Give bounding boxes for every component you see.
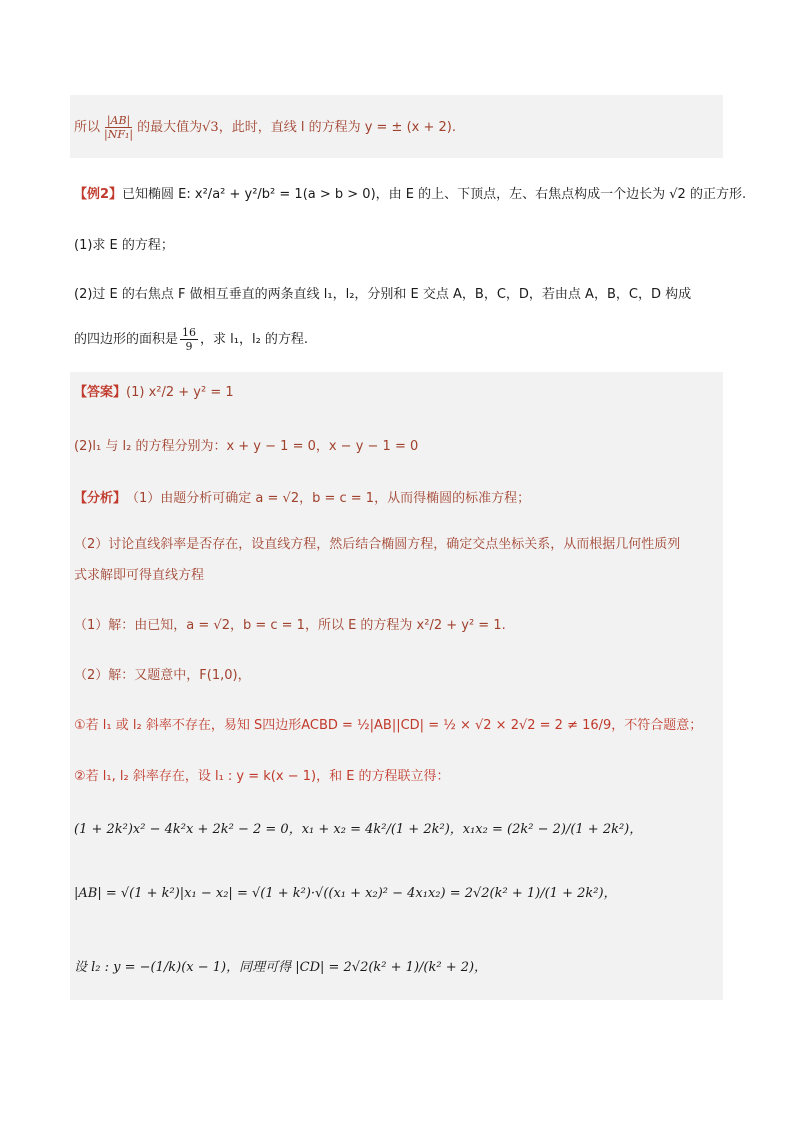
area-fraction <box>180 326 198 353</box>
solution-2-line <box>74 666 719 686</box>
equation-line-1 <box>74 820 719 840</box>
chord-ab-equation: |AB| = √(1 + k²)|x₁ − x₂| = √(1 + k²)·√((x₁ + x₂)² − 4x₁x₂) = 2√2(k² + 1)/(1 + 2k²)， <box>74 886 617 901</box>
analysis-line-2 <box>74 535 719 555</box>
analysis-3-text: 式求解即可得直线方程 <box>74 568 205 583</box>
case-2-marker: ② <box>74 769 86 784</box>
question-2-part-b <box>74 326 719 353</box>
ratio-numerator: |AB| <box>106 114 131 127</box>
area-denominator: 9 <box>185 340 193 353</box>
equation-line-2 <box>74 884 719 904</box>
conclusion-prefix: 所以 <box>74 119 101 135</box>
example-tag: 【例2】 <box>74 187 123 202</box>
conclusion-mid: 的最大值为 <box>137 119 203 135</box>
max-value: √3 <box>202 119 219 135</box>
solution-1-line <box>74 616 719 636</box>
solution-1-lead: （1）解： <box>74 618 135 633</box>
solution-2-lead: （2）解： <box>74 668 135 683</box>
vieta-equation: (1 + 2k²)x² − 4k²x + 2k² − 2 = 0，x₁ + x₂ = 4k²/(1 + 2k²)，x₁x₂ = (2k² − 2)/(1 + 2k²)， <box>74 822 643 837</box>
question-2-text-b: ，求 l₁，l₂ 的方程. <box>200 331 309 347</box>
ratio-denominator: |NF₁| <box>104 128 134 141</box>
answer-line-2 <box>74 437 719 457</box>
answer-2-text: (2)l₁ 与 l₂ 的方程分别为：x + y − 1 = 0，x − y − 1 = 0 <box>74 439 419 454</box>
case-2-text: 若 l₁, l₂ 斜率存在，设 l₁ : y = k(x − 1)，和 E 的方程联立得： <box>85 769 450 784</box>
analysis-1-text: （1）由题分析可确定 a = √2，b = c = 1，从而得椭圆的标准方程； <box>126 491 531 506</box>
answer-tag: 【答案】 <box>74 385 127 400</box>
area-numerator: 16 <box>182 326 197 339</box>
chord-cd-equation: 设 l₂ : y = −(1/k)(x − 1)，同理可得 |CD| = 2√2(k² + 1)/(k² + 2)， <box>74 960 488 975</box>
question-2-text-a: 的四边形的面积是 <box>74 331 179 347</box>
equation-line-3 <box>74 958 719 978</box>
question-2-part-a <box>74 285 719 305</box>
case-1-marker: ① <box>74 718 86 733</box>
solution-2-text: 又题意中，F(1,0)， <box>134 668 251 683</box>
previous-conclusion-line <box>74 114 719 141</box>
question-2-text: (2)过 E 的右焦点 F 做相互垂直的两条直线 l₁，l₂，分别和 E 交点 A，B，C，D，若由点 A，B，C，D 构成 <box>74 287 692 302</box>
example-text: 已知椭圆 E: x²/a² + y²/b² = 1(a > b > 0)，由 E 的上、下顶点，左、右焦点构成一个边长为 √2 的正方形. <box>122 187 747 202</box>
answer-1-text: (1) x²/2 + y² = 1 <box>126 385 234 400</box>
question-1-text: (1)求 E 的方程； <box>74 238 174 253</box>
ratio-fraction <box>102 114 135 141</box>
analysis-line-3 <box>74 566 719 586</box>
question-1 <box>74 236 719 256</box>
analysis-tag: 【分析】 <box>74 491 127 506</box>
case-1-line <box>74 716 719 736</box>
case-1-text: 若 l₁ 或 l₂ 斜率不存在，易知 S四边形ACBD = ½|AB||CD| = ½ × √2 × 2√2 = 2 ≠ 16/9，不符合题意； <box>85 718 703 733</box>
analysis-2-text: （2）讨论直线斜率是否存在，设直线方程，然后结合椭圆方程，确定交点坐标关系，从而根据几何性质列 <box>74 537 681 552</box>
example-2-statement <box>74 185 747 205</box>
solution-1-text: 由已知，a = √2，b = c = 1，所以 E 的方程为 x²/2 + y² = 1. <box>134 618 506 633</box>
answer-line-1 <box>74 383 719 403</box>
case-2-line <box>74 767 719 787</box>
analysis-line-1 <box>74 489 719 509</box>
shade-block-answer <box>70 372 723 1000</box>
conclusion-tail: ，此时，直线 l 的方程为 y = ± (x + 2). <box>218 119 456 135</box>
